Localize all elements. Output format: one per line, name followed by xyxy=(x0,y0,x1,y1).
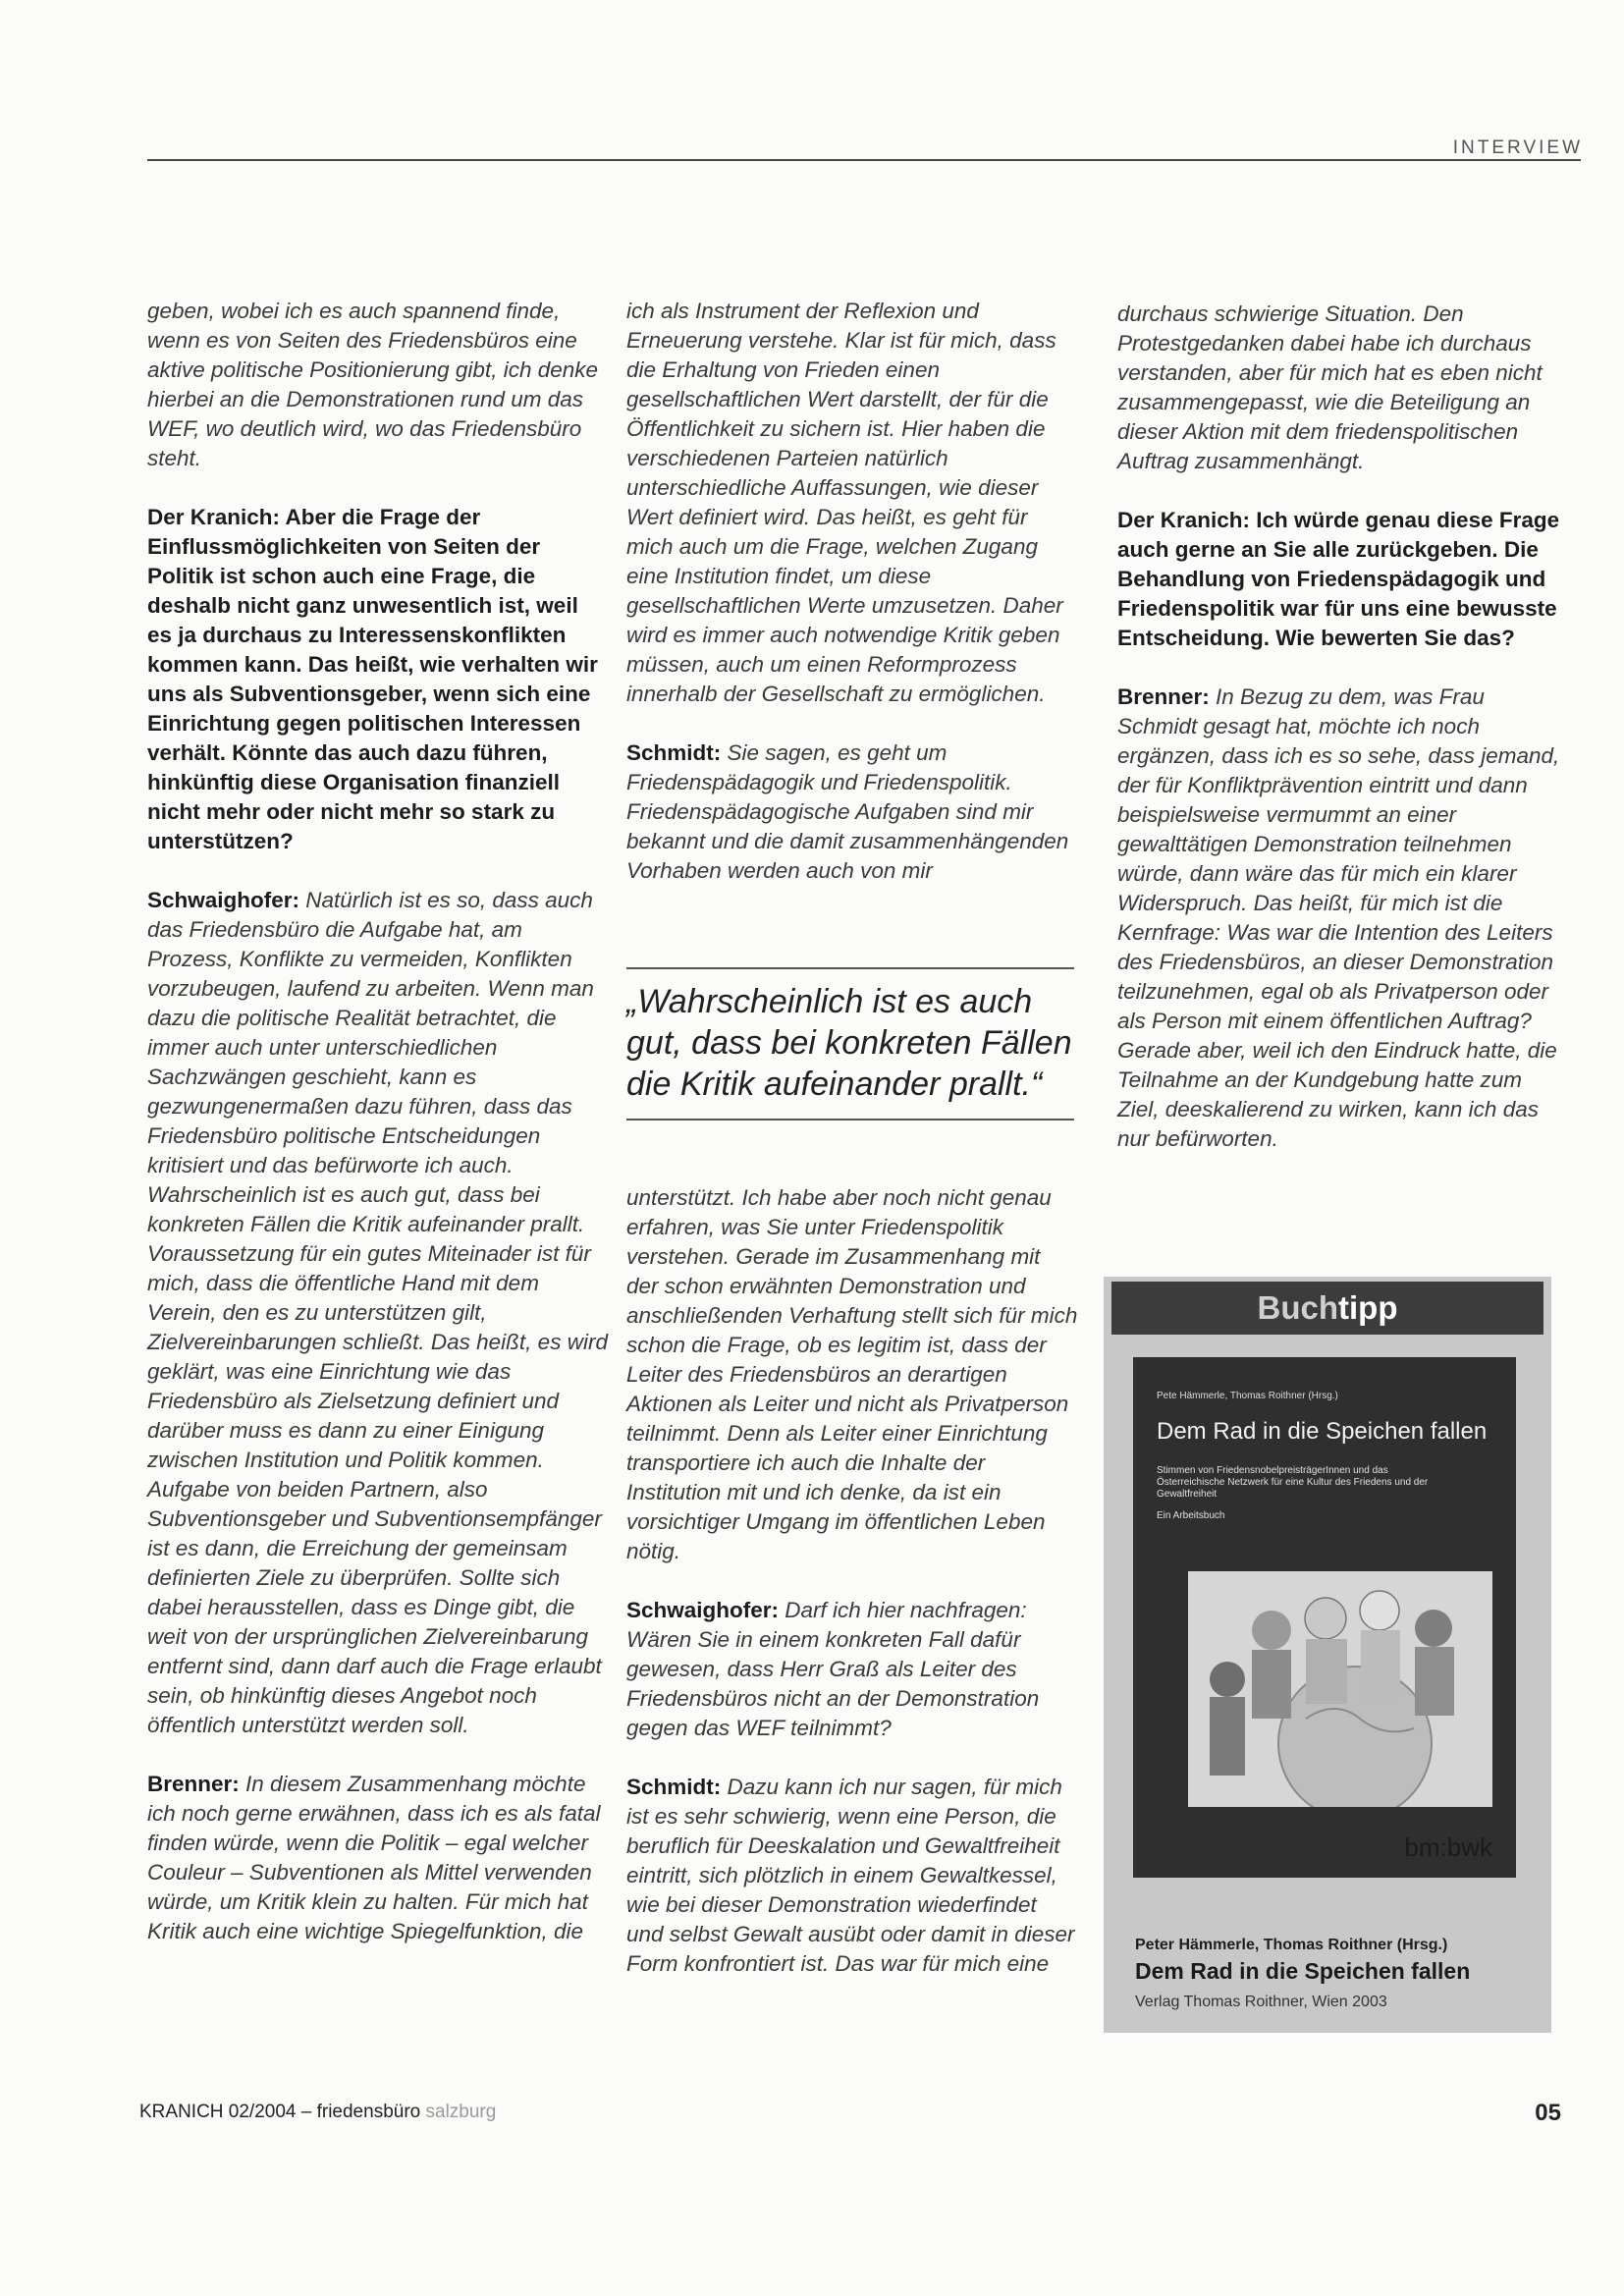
answer-paragraph xyxy=(626,1773,1078,1979)
speaker-name: Schmidt: xyxy=(626,1775,722,1799)
interviewer-question: Der Kranich: Aber die Frage der Einflussmöglichkeiten von Seiten der Politik ist schon auch eine Frage, die deshalb nicht ganz unwesentlich ist, weil es ja durchaus zu Interessenskonflikten kommen kann. Das heißt, wie verhalten wir uns als Subventionsgeber, wenn sich eine Einrichtung gegen politischen Interessen verhält. Könnte das auch dazu führen, hinkünftig diese Organisation finanziell nicht mehr oder nicht mehr so stark zu unterstützen? xyxy=(147,505,598,853)
book-publisher: Verlag Thomas Roithner, Wien 2003 xyxy=(1135,1994,1387,2010)
paragraph: durchaus schwierige Situation. Den Protestgedanken dabei habe ich durchaus verstanden, aber für mich hat es eben nicht zusammengepasst, wie die Beteiligung an dieser Aktion mit dem friedenspolitischen Auftrag zusammenhängt. xyxy=(1117,301,1543,473)
interviewer-question: Der Kranich: Ich würde genau diese Frage auch gerne an Sie alle zurückgeben. Die Behandlung von Friedenspädagogik und Friedenspolitik war für uns eine bewusste Entscheidung. Wie bewerten Sie das? xyxy=(1117,508,1560,650)
column-3 xyxy=(1117,300,1569,1154)
page-number: 05 xyxy=(1535,2100,1561,2126)
footer-city: salzburg xyxy=(425,2102,497,2122)
answer-text: Darf ich hier nachfragen: Wären Sie in einem konkreten Fall dafür gewesen, dass Herr Graß als Leiter des Friedensbüros nicht an der Demonstration gegen das WEF teilnimmt? xyxy=(626,1598,1040,1740)
answer-text: Dazu kann ich nur sagen, für mich ist es sehr schwierig, wenn eine Person, die beruflich für Deeskalation und Gewaltfreiheit eintritt, sich plötzlich in einem Gewaltkessel, wie bei dieser Demonstration wiederfindet und selbst Gewalt ausübt oder damit in dieser Form konfrontiert ist. Das war für mich eine xyxy=(626,1775,1075,1976)
column-2-continued xyxy=(626,1183,1078,1979)
book-authors: Peter Hämmerle, Thomas Roithner (Hrsg.) xyxy=(1135,1937,1448,1953)
cover-editors: Pete Hämmerle, Thomas Roithner (Hrsg.) xyxy=(1157,1391,1338,1401)
column-2 xyxy=(626,297,1078,886)
booktip-heading-b: tipp xyxy=(1338,1289,1398,1326)
footer-publication xyxy=(139,2102,496,2123)
answer-paragraph xyxy=(147,1770,609,1946)
speaker-name: Schwaighofer: xyxy=(147,888,300,912)
cover-subtitle: Stimmen von FriedensnobelpreisträgerInnen und das Österreichische Netzwerk für eine Kultur des Friedens und der Gewaltfreiheit xyxy=(1157,1465,1429,1500)
column-1 xyxy=(147,297,609,1946)
answer-paragraph xyxy=(626,738,1078,886)
pull-quote-text: „Wahrscheinlich ist es auch gut, dass bei konkreten Fällen die Kritik aufeinander prallt.“ xyxy=(626,983,1072,1103)
cover-subtitle-2: Ein Arbeitsbuch xyxy=(1157,1510,1225,1521)
booktip-box xyxy=(1104,1277,1551,2033)
paragraph: unterstützt. Ich habe aber noch nicht genau erfahren, was Sie unter Friedenspolitik verstehen. Gerade im Zusammenhang mit der schon erwähnten Demonstration und anschließenden Verhaftung stellt sich für mich schon die Frage, ob es legitim ist, dass der Leiter des Friedensbüros an derartigen Aktionen als Leiter und nicht als Privatperson teilnimmt. Denn als Leiter einer Einrichtung transportiere ich auch die Inhalte der Institution mit und ich denke, da ist ein vorsichtiger Umgang im öffentlichen Leben nötig. xyxy=(626,1185,1078,1563)
speaker-name: Schwaighofer: xyxy=(626,1598,780,1622)
cover-logo: bm:bwk xyxy=(1404,1832,1492,1862)
booktip-heading xyxy=(1111,1282,1543,1335)
header-rule xyxy=(147,159,1581,161)
pull-quote xyxy=(626,967,1074,1121)
paragraph: ich als Instrument der Reflexion und Erneuerung verstehe. Klar ist für mich, dass die Erhaltung von Frieden einen gesellschaftlichen Wert darstellt, der für die Öffentlichkeit zu sichern ist. Hier haben die verschiedenen Parteien natürlich unterschiedliche Auffassungen, wie dieser Wert definiert wird. Das heißt, es geht für mich auch um die Frage, welchen Zugang eine Institution findet, um diese gesellschaftlichen Werte umzusetzen. Daher wird es immer auch notwendige Kritik geben müssen, auch um einen Reformprozess innerhalb der Gesellschaft zu ermöglichen. xyxy=(626,299,1063,706)
cover-title: Dem Rad in die Speichen fallen xyxy=(1157,1418,1488,1445)
answer-text: Natürlich ist es so, dass auch das Friedensbüro die Aufgabe hat, am Prozess, Konflikte zu vermeiden, Konflikten vorzubeugen, laufend zu arbeiten. Wenn man dazu die politische Realität betrachtet, die immer auch unter unterschiedlichen Sachzwängen geschieht, kann es gezwungenermaßen dazu führen, dass das Friedensbüro politische Entscheidungen kritisiert und das befürworte ich auch. Wahrscheinlich ist es auch gut, dass bei konkreten Fällen die Kritik aufeinander prallt. Voraussetzung für ein gutes Miteinader ist für mich, dass die öffentliche Hand mit dem Verein, den es zu unterstützen gilt, Zielvereinbarungen schließt. Das heißt, es wird geklärt, was eine Einrichtung wie das Friedensbüro als Zielsetzung definiert und darüber muss es dann zu einer Einigung zwischen Institution und Politik kommen. Aufgabe von beiden Partnern, also Subventionsgeber und Subventionsempfänger ist es dann, die Erreichung der gemeinsam definierten Ziele zu überprüfen. Sollte sich dabei herausstellen, dass es Dinge gibt, die weit von der ursprünglichen Zielvereinbarung entfernt sind, dann darf auch die Frage erlaubt sein, ob hinkünftig dieses Angebot noch öffentlich unterstützt werden soll. xyxy=(147,888,608,1737)
speaker-name: Brenner: xyxy=(1117,684,1210,709)
answer-paragraph xyxy=(1117,683,1569,1154)
section-label: INTERVIEW xyxy=(1452,137,1583,158)
answer-text: In Bezug zu dem, was Frau Schmidt gesagt hat, möchte ich noch ergänzen, dass ich es so sehe, dass jemand, der für Konfliktprävention eintritt und dann beispielsweise vermummt an einer gewalttätigen Demonstration teilnehmen würde, dann wäre das für mich ein klarer Widerspruch. Das heißt, für mich ist die Kernfrage: Was war die Intention des Leiters des Friedensbüros, an dieser Demonstration teilzunehmen, egal ob als Privatperson oder als Person mit einem öffentlichen Auftrag? Gerade aber, weil ich den Eindruck hatte, die Teilnahme an der Kundgebung hatte zum Ziel, deeskalierend zu wirken, kann ich das nur befürworten. xyxy=(1117,684,1560,1151)
answer-text: Sie sagen, es geht um Friedenspädagogik und Friedenspolitik. Friedenspädagogische Aufgaben sind mir bekannt und die damit zusammenhängenden Vorhaben werden auch von mir xyxy=(626,740,1069,883)
answer-paragraph xyxy=(626,1596,1078,1743)
footer-text: KRANICH 02/2004 – friedensbüro xyxy=(139,2102,426,2122)
booktip-heading-a: Buch xyxy=(1257,1289,1338,1326)
book-title: Dem Rad in die Speichen fallen xyxy=(1135,1958,1471,1984)
answer-text: In diesem Zusammenhang möchte ich noch gerne erwähnen, dass ich es als fatal finden würde, wenn die Politik – egal welcher Couleur – Subventionen als Mittel verwenden würde, um Kritik klein zu halten. Für mich hat Kritik auch eine wichtige Spiegelfunktion, die xyxy=(147,1772,601,1943)
paragraph: geben, wobei ich es auch spannend finde, wenn es von Seiten des Friedensbüros eine aktive politische Positionierung gibt, ich denke hierbei an die Demonstrationen rund um das WEF, wo deutlich wird, wo das Friedensbüro steht. xyxy=(147,299,599,470)
speaker-name: Brenner: xyxy=(147,1772,240,1796)
answer-paragraph xyxy=(147,886,609,1740)
cover-illustration xyxy=(1188,1571,1492,1807)
speaker-name: Schmidt: xyxy=(626,740,722,765)
book-cover-image xyxy=(1133,1357,1516,1878)
